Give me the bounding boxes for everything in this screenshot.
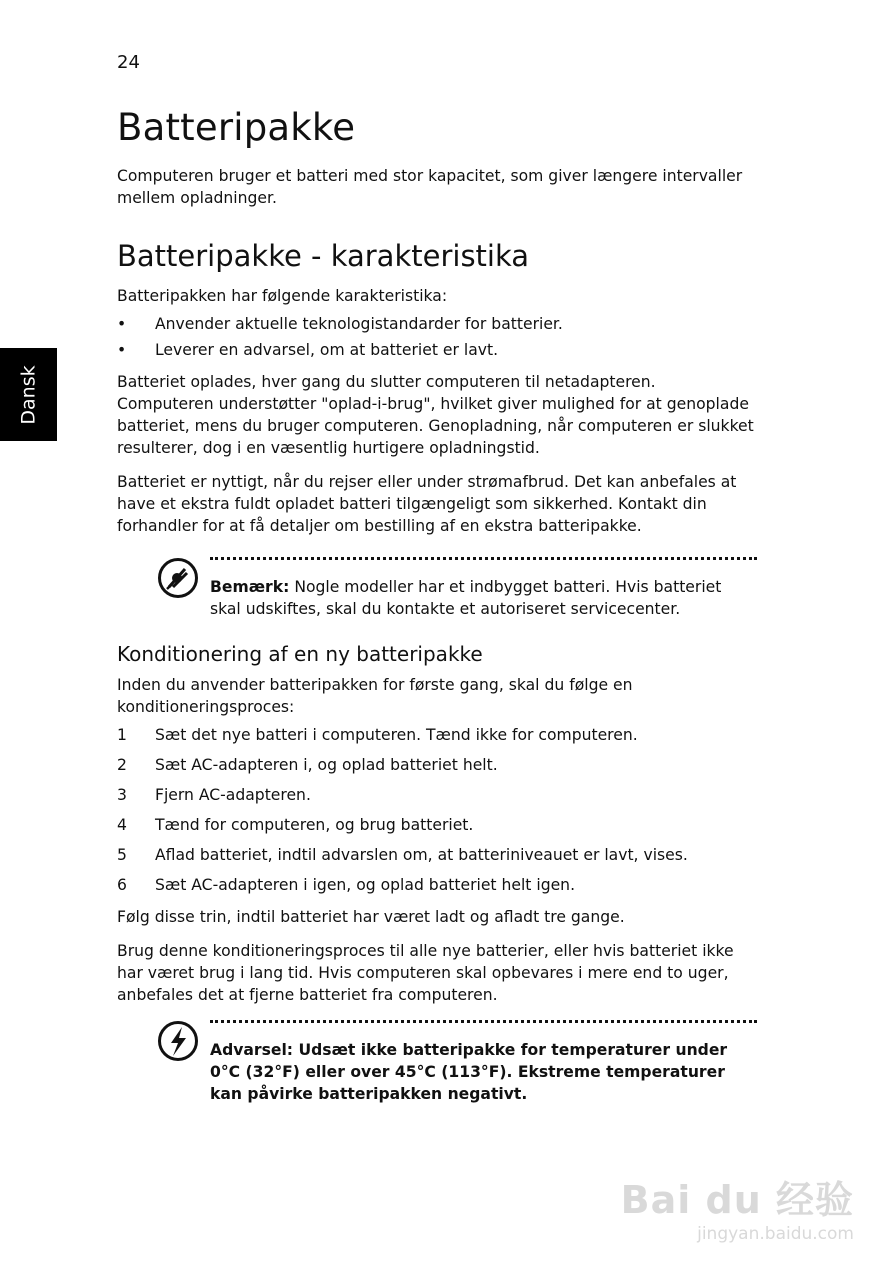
warning-icon <box>157 1020 199 1062</box>
step-text: Tænd for computeren, og brug batteriet. <box>155 816 474 834</box>
watermark <box>621 1169 854 1244</box>
step-text: Sæt AC-adapteren i, og oplad batteriet helt. <box>155 756 498 774</box>
page-content <box>117 100 757 1127</box>
list-item <box>117 754 757 776</box>
warning-text: Advarsel: Udsæt ikke batteripakke for temperaturer under 0°C (32°F) eller over 45°C (113°F). Ekstreme temperaturer kan påvirke batteripakken negativt. <box>210 1041 728 1103</box>
page-number: 24 <box>117 52 140 73</box>
note-text <box>210 576 757 620</box>
note-label: Bemærk: <box>210 578 290 596</box>
list-item <box>117 339 757 361</box>
list-item <box>117 724 757 746</box>
step-text: Fjern AC-adapteren. <box>155 786 311 804</box>
section-heading-characteristics: Batteripakke - karakteristika <box>117 239 530 273</box>
step-number: 1 <box>117 726 127 744</box>
list-item <box>117 784 757 806</box>
charging-paragraph: Batteriet oplades, hver gang du slutter computeren til netadapteren. Computeren understøtter "oplad-i-brug", hvilket giver mulighed for at genoplade batteriet, mens du bruger computeren. Genopladning, når computeren er slukket resulterer, dog i en væsentlig hurtigere opladningstid. <box>117 373 754 457</box>
bullet-marker: • <box>117 315 127 333</box>
page-title: Batteripakke <box>117 106 356 149</box>
list-item <box>117 844 757 866</box>
conditioning-steps <box>117 724 757 896</box>
step-number: 3 <box>117 786 127 804</box>
step-number: 5 <box>117 846 127 864</box>
step-number: 2 <box>117 756 127 774</box>
section-heading-conditioning: Konditionering af en ny batteripakke <box>117 642 483 666</box>
step-text: Sæt AC-adapteren i igen, og oplad batteriet helt igen. <box>155 876 576 894</box>
repeat-paragraph: Følg disse trin, indtil batteriet har været ladt og afladt tre gange. <box>117 908 625 926</box>
step-text: Aflad batteriet, indtil advarslen om, at batteriniveauet er lavt, vises. <box>155 846 688 864</box>
list-item <box>117 313 757 335</box>
characteristics-lead: Batteripakken har følgende karakteristika: <box>117 287 448 305</box>
watermark-url: jingyan.baidu.com <box>697 1224 854 1244</box>
intro-paragraph: Computeren bruger et batteri med stor kapacitet, som giver længere intervaller mellem opladninger. <box>117 167 743 207</box>
list-item <box>117 874 757 896</box>
note-divider <box>210 557 757 560</box>
note-body: Nogle modeller har et indbygget batteri. Hvis batteriet skal udskiftes, skal du kontakte et autoriseret servicecenter. <box>210 578 722 618</box>
conditioning-lead: Inden du anvender batteripakken for første gang, skal du følge en konditioneringsproces: <box>117 676 633 716</box>
characteristics-list <box>117 313 757 361</box>
bullet-marker: • <box>117 341 127 359</box>
travel-paragraph: Batteriet er nyttigt, når du rejser eller under strømafbrud. Det kan anbefales at have et ekstra fuldt opladet batteri tilgængeligt som sikkerhed. Kontakt din forhandler for at få detaljer om bestilling af en ekstra batteripakke. <box>117 473 737 535</box>
note-callout <box>117 557 757 620</box>
step-text: Sæt det nye batteri i computeren. Tænd ikke for computeren. <box>155 726 638 744</box>
step-number: 6 <box>117 876 127 894</box>
list-item-text: Leverer en advarsel, om at batteriet er lavt. <box>155 341 499 359</box>
watermark-logo: Bai du 经验 <box>620 1178 854 1222</box>
list-item-text: Anvender aktuelle teknologistandarder for batterier. <box>155 315 563 333</box>
storage-paragraph: Brug denne konditioneringsproces til alle nye batterier, eller hvis batteriet ikke har været brug i lang tid. Hvis computeren skal opbevares i mere end to uger, anbefales det at fjerne batteriet fra computeren. <box>117 942 734 1004</box>
warning-callout <box>117 1020 757 1105</box>
warning-divider <box>210 1020 757 1023</box>
note-icon <box>157 557 199 599</box>
step-number: 4 <box>117 816 127 834</box>
language-tab-label: Dansk <box>17 364 40 425</box>
language-tab <box>0 348 57 441</box>
list-item <box>117 814 757 836</box>
